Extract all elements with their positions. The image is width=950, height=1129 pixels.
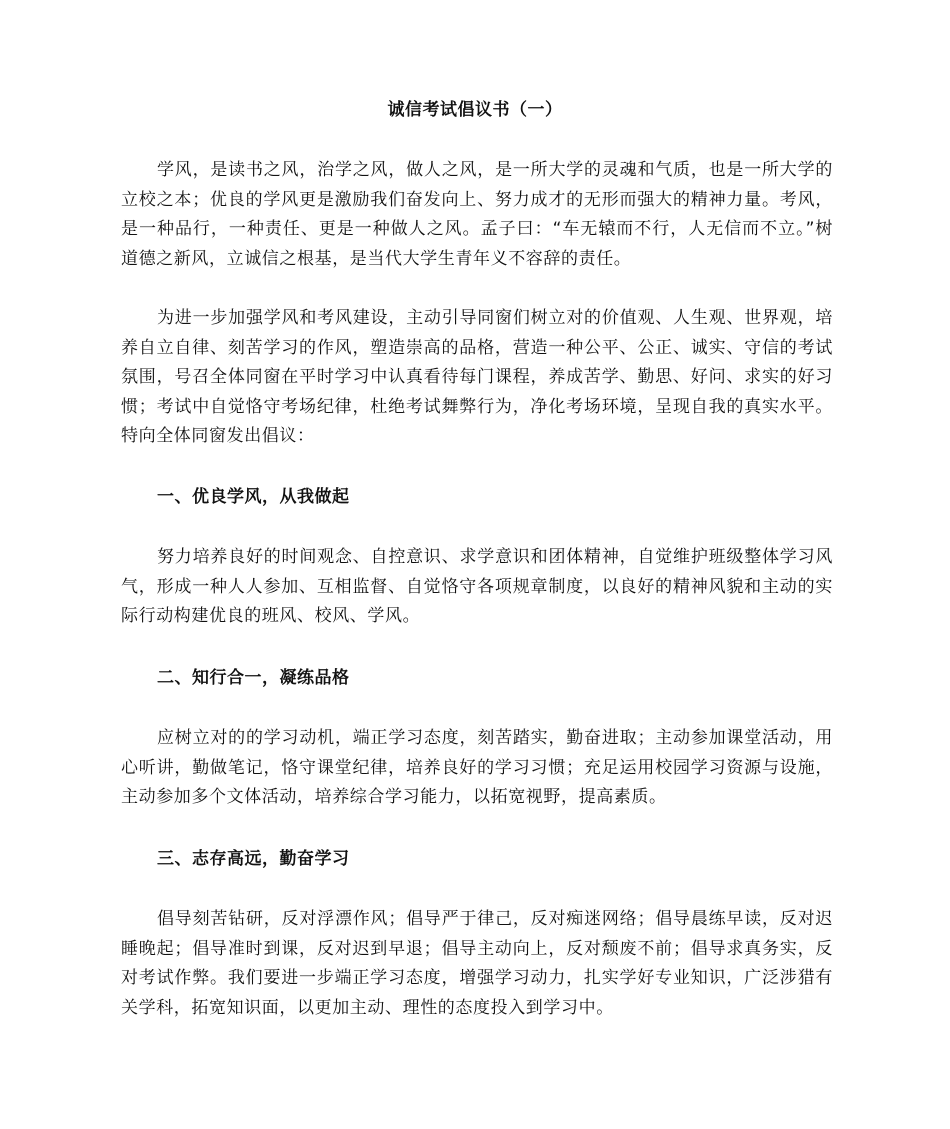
section-body-2: 应树立对的的学习动机，端正学习态度，刻苦踏实，勤奋进取；主动参加课堂活动，用心听讲，勤做笔记，恪守课堂纪律，培养良好的学习习惯；充足运用校园学习资源与设施，主动参加多个文体活动，培养综合学习能力，以拓宽视野，提高素质。 (121, 728, 833, 807)
section-body-3: 倡导刻苦钻研，反对浮漂作风；倡导严于律己，反对痴迷网络；倡导晨练早读，反对迟睡晚起；倡导准时到课，反对迟到早退；倡导主动向上，反对颓废不前；倡导求真务实，反对考试作弊。我们要进一步端正学习态度，增强学习动力，扎实学好专业知识，广泛涉猎有关学科，拓宽知识面，以更加主动、理性的态度投入到学习中。 (121, 909, 833, 1018)
section-heading-3: 三、志存高远，勤奋学习 (157, 849, 350, 869)
section-heading-2: 二、知行合一，凝练品格 (157, 668, 350, 688)
intro-paragraph-1: 学风，是读书之风，治学之风，做人之风，是一所大学的灵魂和气质，也是一所大学的立校之本；优良的学风更是激励我们奋发向上、努力成才的无形而强大的精神力量。考风，是一种品行，一种责任、更是一种做人之风。孟子曰：“车无辕而不行，人无信而不立。”树道德之新风，立诚信之根基，是当代大学生青年义不容辞的责任。 (121, 160, 833, 269)
intro-paragraph-2: 为进一步加强学风和考风建设，主动引导同窗们树立对的价值观、人生观、世界观，培养自立自律、刻苦学习的作风，塑造崇高的品格，营造一种公平、公正、诚实、守信的考试氛围，号召全体同窗在平时学习中认真看待每门课程，养成苦学、勤思、好问、求实的好习惯；考试中自觉恪守考场纪律，杜绝考试舞弊行为，净化考场环境，呈现自我的真实水平。特向全体同窗发出倡议： (121, 308, 833, 446)
section-heading-1: 一、优良学风，从我做起 (157, 487, 350, 507)
section-body-1: 努力培养良好的时间观念、自控意识、求学意识和团体精神，自觉维护班级整体学习风气，形成一种人人参加、互相监督、自觉恪守各项规章制度，以良好的精神风貌和主动的实际行动构建优良的班风、校风、学风。 (121, 547, 833, 626)
document-title: 诚信考试倡议书（一） (387, 100, 563, 120)
